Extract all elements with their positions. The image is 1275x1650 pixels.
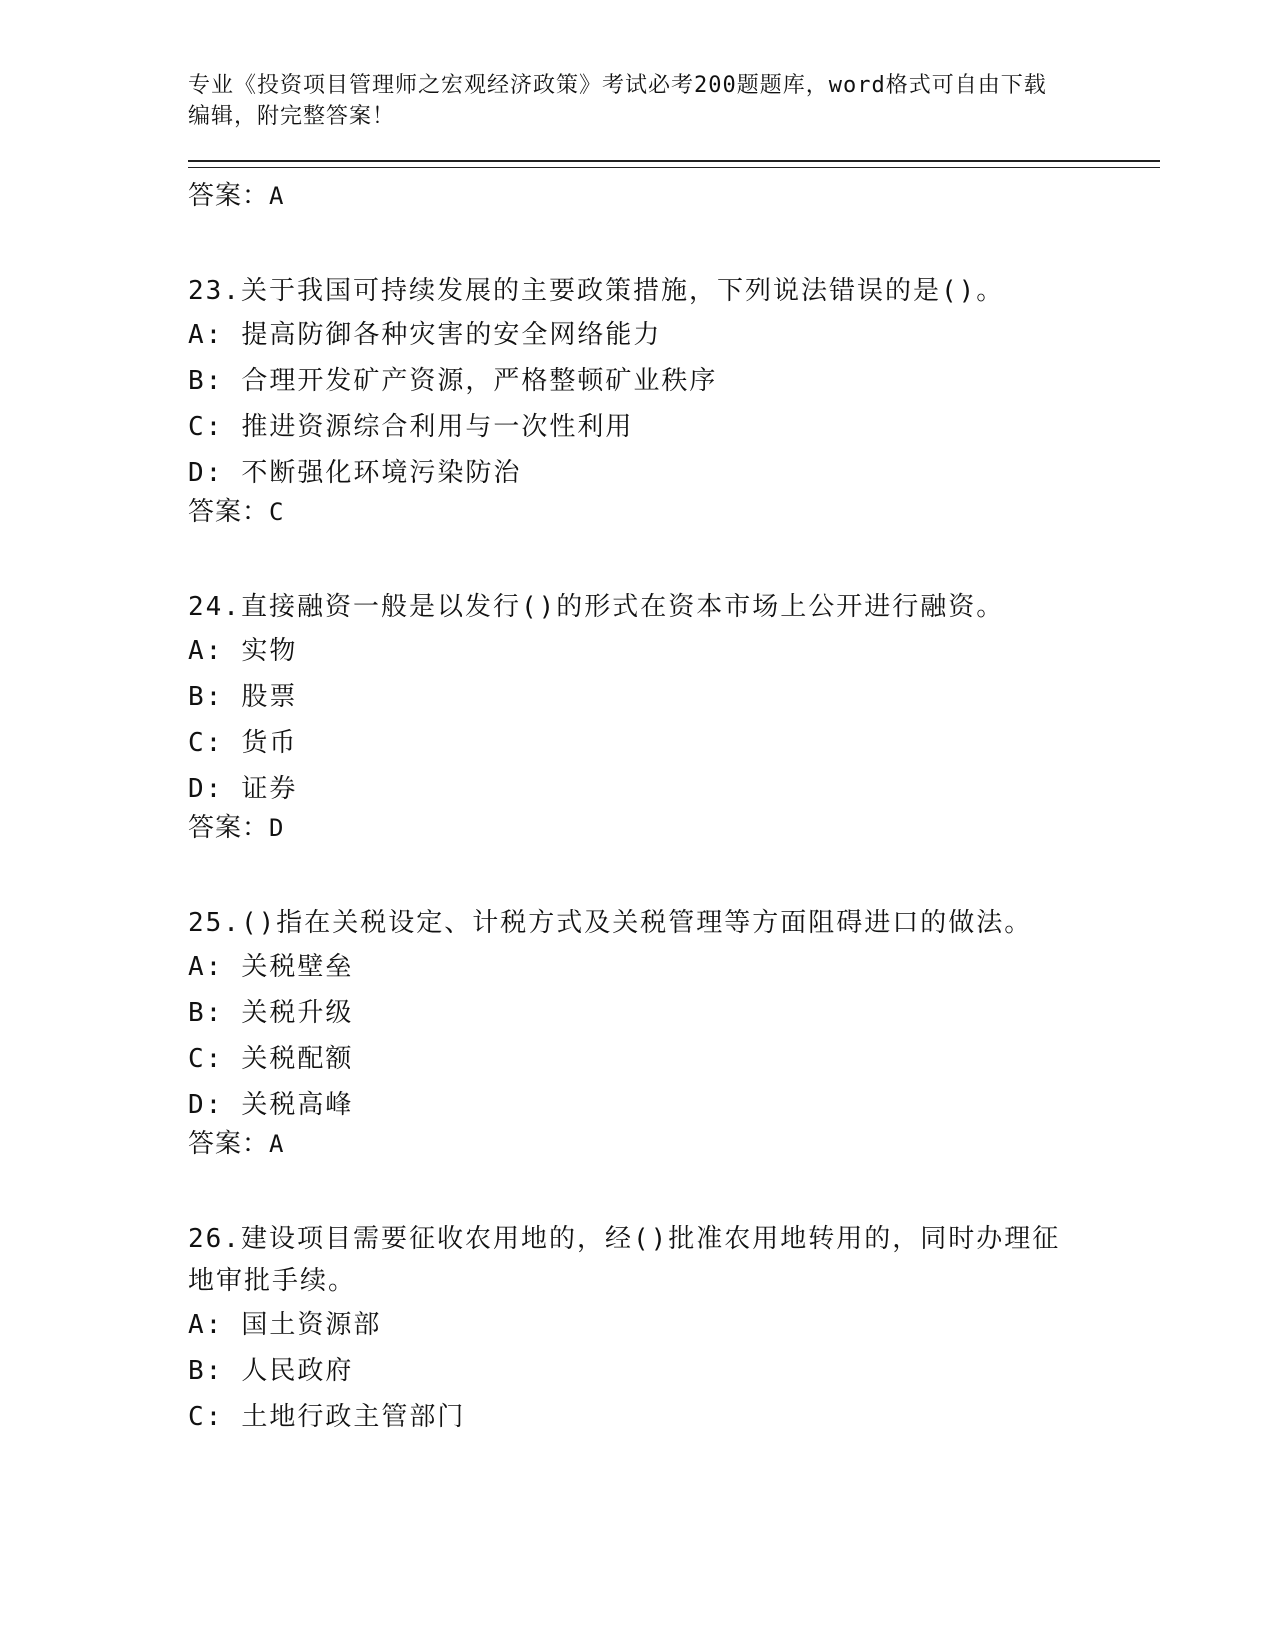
question-23 xyxy=(188,270,1158,528)
question-25 xyxy=(188,902,1158,1160)
answer-label: 答案： xyxy=(188,181,270,211)
document-page xyxy=(188,70,1158,1440)
option-b xyxy=(188,674,1158,720)
option-text: 土地行政主管部门 xyxy=(241,1402,466,1432)
option-a xyxy=(188,628,1158,674)
question-stem: 25.()指在关税设定、计税方式及关税管理等方面阻碍进口的做法。 xyxy=(188,908,1033,938)
option-d xyxy=(188,450,1158,496)
question-stem: 24.直接融资一般是以发行()的形式在资本市场上公开进行融资。 xyxy=(188,592,1005,622)
option-b xyxy=(188,358,1158,404)
document-header: 专业《投资项目管理师之宏观经济政策》考试必考200题题库，word格式可自由下载编辑，附完整答案！ xyxy=(188,73,1047,129)
header-divider xyxy=(188,160,1160,168)
option-text: 人民政府 xyxy=(241,1356,354,1386)
option-key: B: xyxy=(188,682,224,712)
option-a xyxy=(188,1302,1158,1348)
option-text: 合理开发矿产资源，严格整顿矿业秩序 xyxy=(241,366,718,396)
question-stem: 26.建设项目需要征收农用地的，经()批准农用地转用的，同时办理征地审批手续。 xyxy=(188,1224,1061,1296)
option-text: 推进资源综合利用与一次性利用 xyxy=(241,412,634,442)
option-text: 实物 xyxy=(241,636,298,666)
option-text: 国土资源部 xyxy=(241,1310,382,1340)
option-key: A: xyxy=(188,952,224,982)
option-a xyxy=(188,944,1158,990)
option-text: 关税壁垒 xyxy=(241,952,354,982)
option-text: 不断强化环境污染防治 xyxy=(241,458,522,488)
answer-label: 答案： xyxy=(188,813,270,843)
option-text: 证券 xyxy=(241,774,298,804)
option-c xyxy=(188,1394,1158,1440)
option-text: 关税配额 xyxy=(241,1044,354,1074)
option-c xyxy=(188,720,1158,766)
answer-label: 答案： xyxy=(188,497,270,527)
answer-label: 答案： xyxy=(188,1129,270,1159)
option-b xyxy=(188,1348,1158,1394)
answer-value: C xyxy=(269,498,285,526)
answer-line xyxy=(188,180,1158,212)
option-c xyxy=(188,1036,1158,1082)
option-key: C: xyxy=(188,412,224,442)
option-key: D: xyxy=(188,774,224,804)
option-key: C: xyxy=(188,728,224,758)
question-24 xyxy=(188,586,1158,844)
question-26 xyxy=(188,1218,1158,1440)
option-a xyxy=(188,312,1158,358)
answer-line xyxy=(188,1128,1158,1160)
option-b xyxy=(188,990,1158,1036)
option-c xyxy=(188,404,1158,450)
option-text: 关税升级 xyxy=(241,998,354,1028)
option-key: C: xyxy=(188,1402,224,1432)
option-text: 股票 xyxy=(241,682,298,712)
answer-line xyxy=(188,496,1158,528)
answer-value: D xyxy=(269,814,285,842)
option-key: A: xyxy=(188,320,224,350)
option-key: D: xyxy=(188,1090,224,1120)
option-key: B: xyxy=(188,1356,224,1386)
option-key: A: xyxy=(188,636,224,666)
option-text: 关税高峰 xyxy=(241,1090,354,1120)
option-d xyxy=(188,1082,1158,1128)
answer-value: A xyxy=(269,1130,285,1158)
option-key: A: xyxy=(188,1310,224,1340)
option-key: B: xyxy=(188,998,224,1028)
option-text: 货币 xyxy=(241,728,298,758)
option-key: D: xyxy=(188,458,224,488)
answer-value: A xyxy=(269,182,285,210)
option-key: C: xyxy=(188,1044,224,1074)
answer-line xyxy=(188,812,1158,844)
option-key: B: xyxy=(188,366,224,396)
option-d xyxy=(188,766,1158,812)
option-text: 提高防御各种灾害的安全网络能力 xyxy=(241,320,662,350)
question-stem: 23.关于我国可持续发展的主要政策措施，下列说法错误的是()。 xyxy=(188,276,1005,306)
